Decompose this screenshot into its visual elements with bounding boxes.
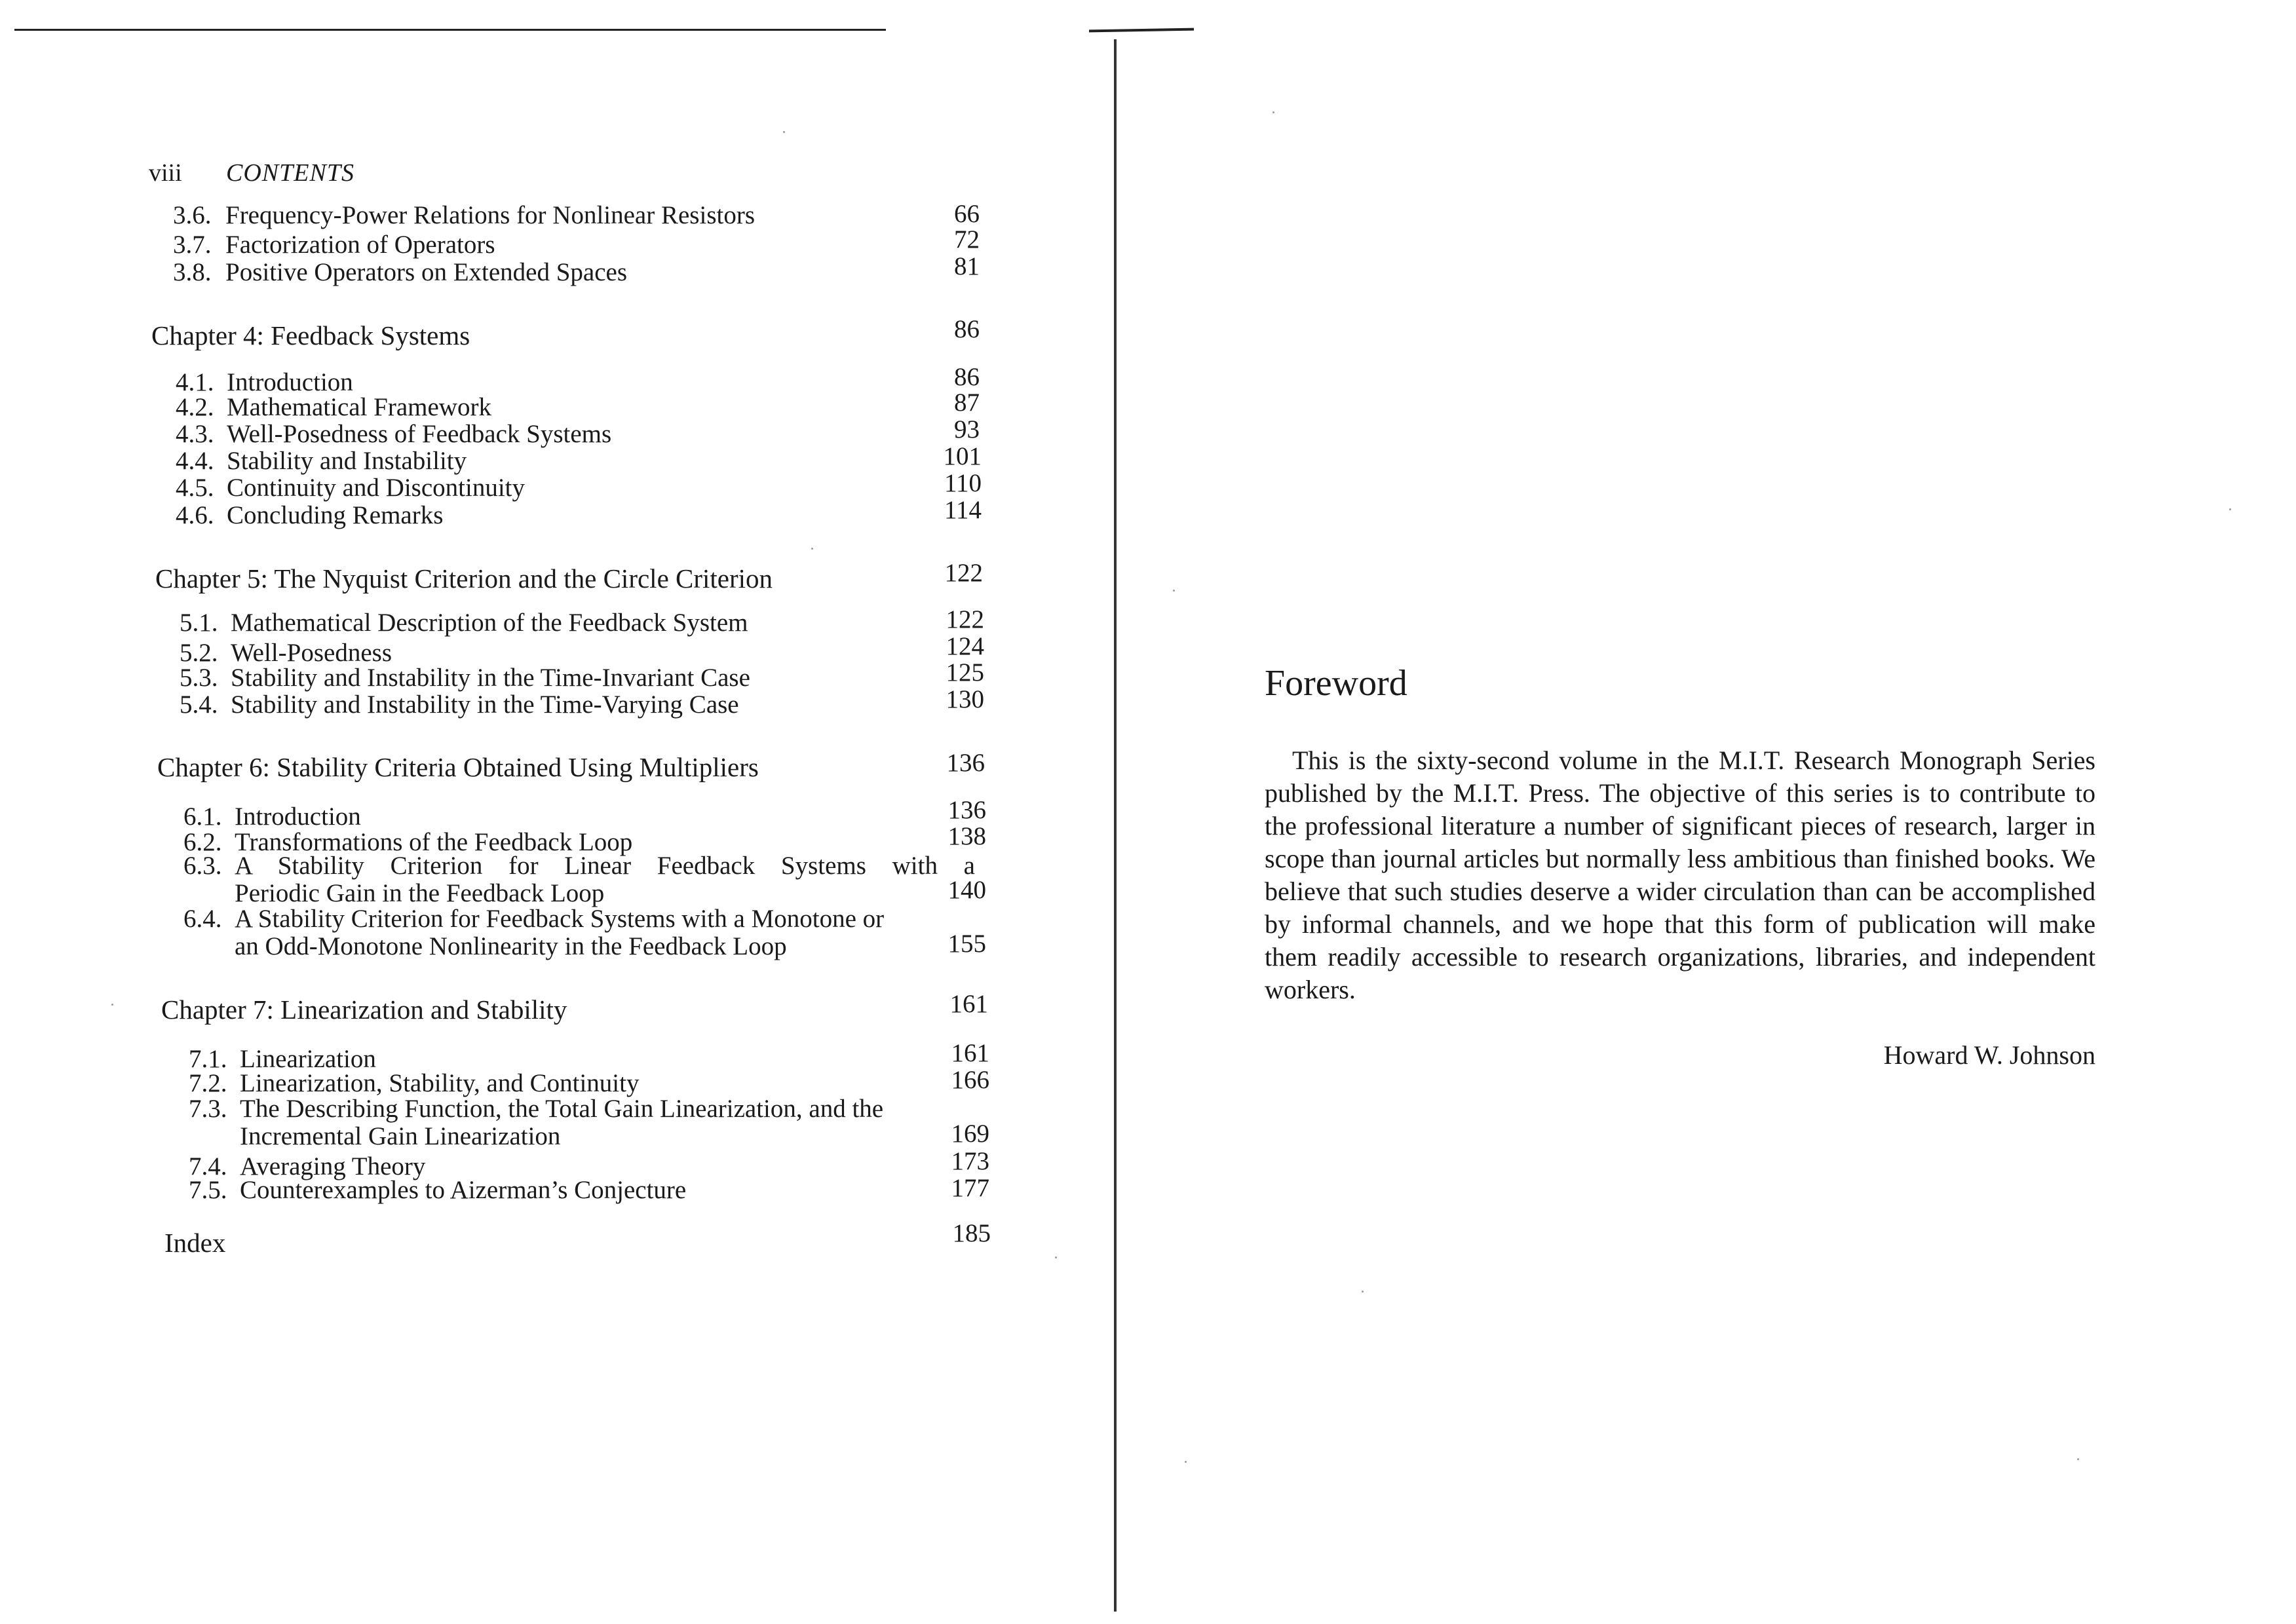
toc-entry-title: Continuity and Discontinuity	[227, 474, 525, 502]
toc-page-number: 130	[946, 685, 984, 713]
toc-entry-title: Stability and Instability in the Time-Varying Case	[231, 690, 739, 719]
scan-speck	[1173, 590, 1175, 592]
toc-page-number: 169	[951, 1120, 989, 1148]
toc-entry-title: Introduction	[227, 368, 353, 396]
toc-entry-number: 4.3.	[176, 420, 214, 448]
scan-speck	[783, 131, 785, 133]
toc-entry	[173, 259, 627, 286]
toc-entry	[183, 803, 361, 831]
toc-entry-title: Mathematical Description of the Feedback System	[231, 609, 748, 637]
toc-entry-number: 5.1.	[180, 609, 218, 637]
toc-page-number: 81	[954, 252, 980, 280]
chapter-heading: Chapter 4: Feedback Systems	[151, 320, 470, 350]
toc-entry-title: Concluding Remarks	[227, 501, 444, 529]
toc-entry-number: 7.2.	[189, 1069, 227, 1097]
left-page	[0, 0, 1114, 1624]
toc-entry-title: Counterexamples to Aizerman’s Conjecture	[240, 1176, 687, 1204]
foreword-body	[1265, 744, 2095, 1006]
toc-entry	[180, 664, 750, 692]
foreword-signature: Howard W. Johnson	[1883, 1040, 2095, 1070]
toc-page-number: 72	[954, 225, 980, 254]
toc-entry-title-continued: Periodic Gain in the Feedback Loop	[235, 879, 605, 907]
toc-entry	[183, 852, 975, 907]
toc-entry	[180, 609, 748, 637]
scan-speck	[111, 1004, 113, 1006]
toc-entry-title: A Stability Criterion for Feedback Systems with a Monotone or	[235, 905, 885, 933]
toc-entry	[189, 1177, 686, 1204]
running-title: CONTENTS	[226, 159, 354, 187]
toc-entry-number: 7.5.	[189, 1176, 227, 1204]
toc-entry-title: Stability and Instability	[227, 447, 467, 475]
toc-entry	[180, 639, 392, 667]
toc-entry	[173, 231, 495, 259]
toc-page-number: 87	[954, 388, 980, 417]
toc-entry	[180, 691, 739, 719]
toc-page-number: 86	[954, 315, 980, 343]
scan-speck	[1185, 1461, 1187, 1463]
page-gutter	[1114, 39, 1117, 1612]
toc-page-number: 66	[954, 200, 980, 228]
toc-entry-number: 6.3.	[183, 852, 222, 880]
toc-entry	[176, 421, 611, 448]
toc-entry-title: Transformations of the Feedback Loop	[235, 828, 633, 856]
chapter-heading: Chapter 5: The Nyquist Criterion and the Circle Criterion	[155, 563, 773, 594]
toc-entry-title-continued: Incremental Gain Linearization	[240, 1122, 561, 1150]
toc-entry	[176, 369, 353, 396]
toc-entry-number: 3.8.	[173, 258, 212, 286]
toc-page-number: 140	[947, 876, 986, 904]
toc-entry-number: 4.5.	[176, 474, 214, 502]
toc-entry-title: Stability and Instability in the Time-Invariant Case	[231, 664, 750, 692]
toc-entry-number: 3.7.	[173, 231, 212, 259]
toc-entry	[173, 202, 755, 229]
toc-entry-number: 4.1.	[176, 368, 214, 396]
toc-page-number: 101	[943, 442, 982, 470]
toc-entry-number: 7.3.	[189, 1095, 227, 1123]
toc-entry-number: 5.4.	[180, 690, 218, 719]
toc-page-number: 161	[951, 1039, 989, 1067]
toc-page-number: 122	[944, 559, 983, 587]
scan-speck	[2229, 508, 2231, 510]
scan-speck	[1362, 1291, 1364, 1293]
toc-entry-title: Well-Posedness of Feedback Systems	[227, 420, 612, 448]
toc-entry-number: 6.2.	[183, 828, 222, 856]
toc-page-number: 124	[946, 632, 984, 660]
toc-entry	[176, 502, 443, 529]
scan-speck	[1055, 1256, 1057, 1258]
toc-entry-number: 7.4.	[189, 1152, 227, 1180]
toc-entry-title: Mathematical Framework	[227, 393, 491, 421]
toc-entry	[183, 905, 884, 960]
toc-page-number: 138	[947, 822, 986, 850]
index-entry: Index	[164, 1228, 226, 1258]
toc-page-number: 136	[946, 749, 985, 777]
toc-entry-title-continued: an Odd-Monotone Nonlinearity in the Feedback Loop	[235, 932, 787, 960]
scan-speck	[811, 548, 813, 550]
toc-entry-number: 3.6.	[173, 201, 212, 229]
toc-entry-title: Positive Operators on Extended Spaces	[225, 258, 628, 286]
toc-entry-title: Linearization, Stability, and Continuity	[240, 1069, 640, 1097]
toc-page-number: 185	[952, 1219, 991, 1247]
toc-entry-number: 6.4.	[183, 905, 222, 933]
toc-entry-title: The Describing Function, the Total Gain Linearization, and the	[240, 1095, 884, 1123]
toc-page-number: 125	[946, 658, 984, 687]
toc-entry-number: 6.1.	[183, 803, 222, 831]
toc-page-number: 122	[946, 605, 984, 633]
toc-entry-title: Factorization of Operators	[225, 231, 495, 259]
toc-entry	[176, 394, 491, 421]
toc-entry-title: Introduction	[235, 803, 361, 831]
toc-entry-number: 7.1.	[189, 1045, 227, 1073]
toc-entry-number: 5.3.	[180, 664, 218, 692]
foreword-heading: Foreword	[1265, 663, 1407, 704]
toc-entry-title: Linearization	[240, 1045, 376, 1073]
toc-page-number: 177	[951, 1174, 989, 1202]
top-rule	[14, 29, 886, 31]
toc-page-number: 173	[951, 1147, 989, 1175]
toc-entry-number: 4.2.	[176, 393, 214, 421]
toc-page-number: 155	[947, 930, 986, 958]
toc-page-number: 114	[944, 496, 982, 524]
toc-page-number: 166	[951, 1066, 989, 1094]
toc-entry-title: Averaging Theory	[240, 1152, 426, 1180]
toc-entry-title: Well-Posedness	[231, 639, 392, 667]
toc-entry-number: 4.6.	[176, 501, 214, 529]
toc-entry	[189, 1070, 639, 1097]
toc-entry	[176, 447, 467, 475]
toc-entry-title: A Stability Criterion for Linear Feedback Systems with a	[235, 852, 975, 880]
page-header	[149, 159, 354, 187]
toc-page-number: 93	[954, 415, 980, 444]
toc-entry-title: Frequency-Power Relations for Nonlinear Resistors	[225, 201, 755, 229]
toc-entry-number: 5.2.	[180, 639, 218, 667]
toc-page-number: 110	[944, 469, 982, 497]
scan-speck	[2077, 1458, 2079, 1460]
toc-page-number: 86	[954, 363, 980, 391]
toc-entry	[176, 474, 525, 502]
toc-page-number: 136	[947, 796, 986, 824]
scan-speck	[1272, 111, 1274, 113]
toc-page-number: 161	[949, 990, 988, 1018]
toc-entry	[189, 1095, 883, 1150]
chapter-heading: Chapter 7: Linearization and Stability	[161, 994, 567, 1025]
page-folio: viii	[149, 159, 182, 187]
foreword-paragraph: This is the sixty-second volume in the M.I.T. Research Monograph Series published by the M.I.T. Press. The objective of this series is to contribute to the professional literature a number of significant pieces of research, larger in scope than journal articles but normally less ambitious than finished books. We believe that such studies deserve a wider circulation than can be accomplished by informal channels, and we hope that this form of publication will make them readily accessible to research organizations, libraries, and independent workers.	[1265, 746, 2095, 1004]
toc-entry-number: 4.4.	[176, 447, 214, 475]
chapter-heading: Chapter 6: Stability Criteria Obtained Using Multipliers	[157, 752, 759, 782]
